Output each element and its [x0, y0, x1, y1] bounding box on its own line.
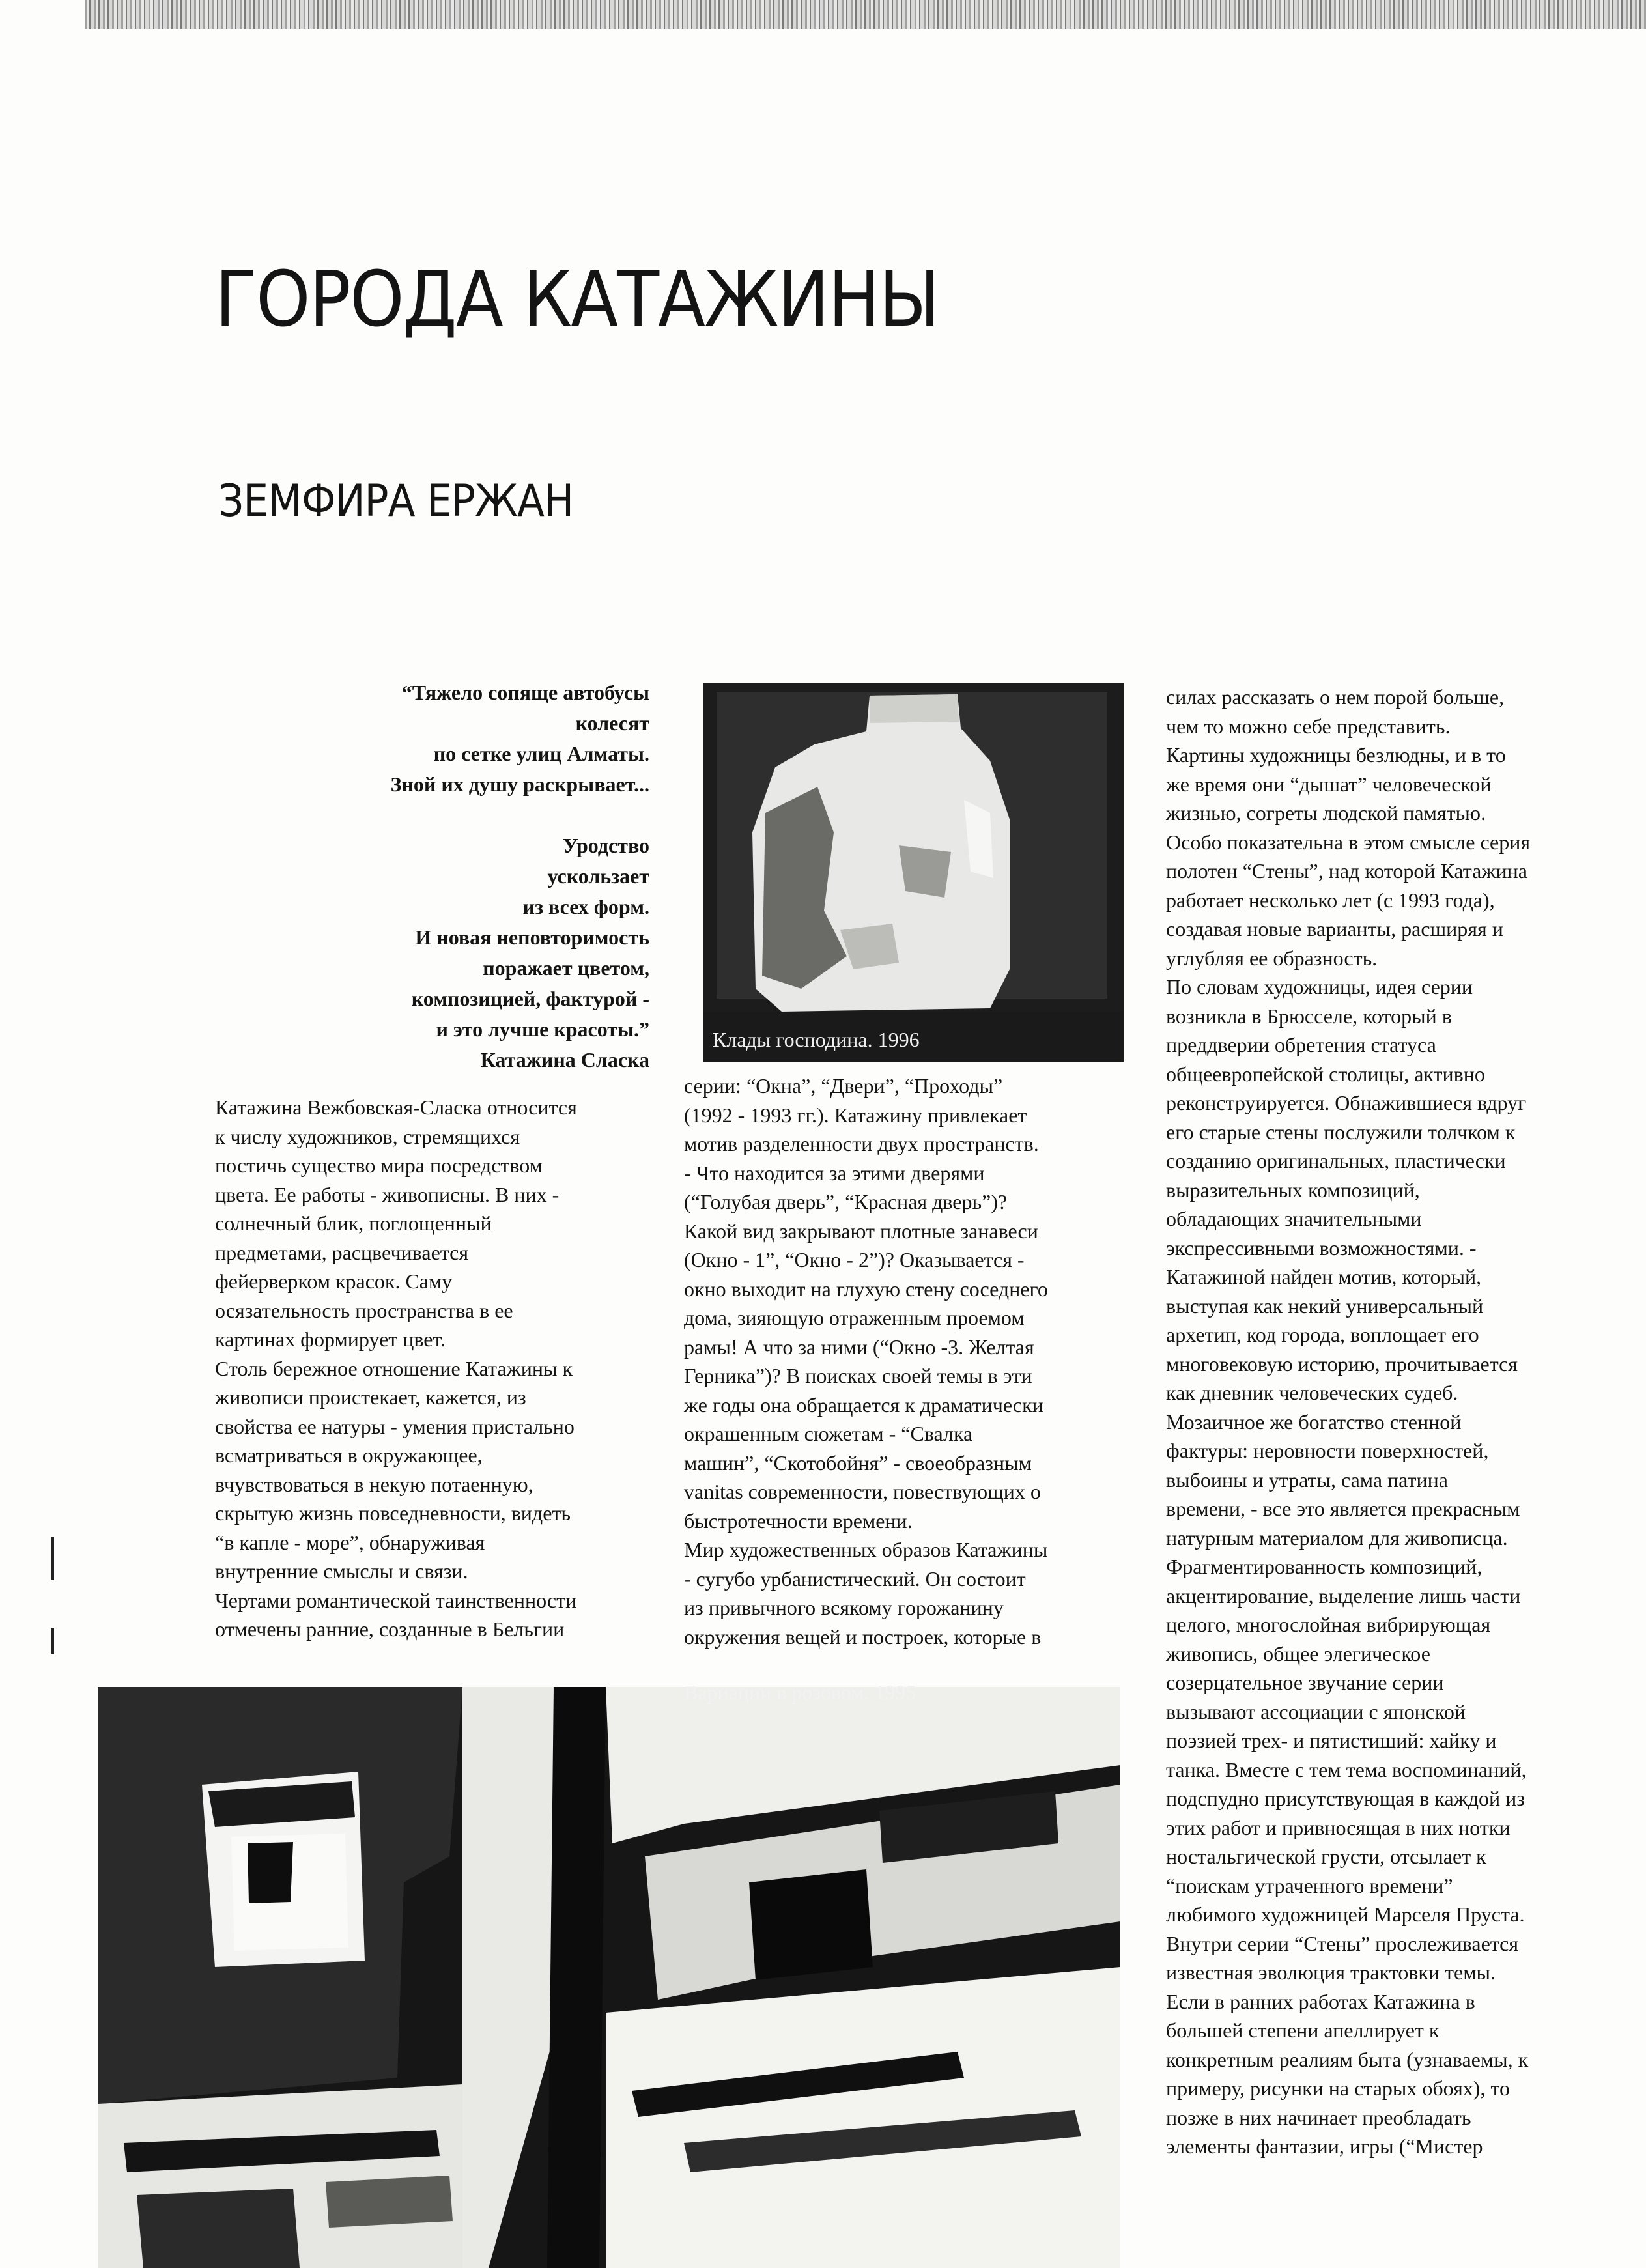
column-line: танка. Вместе с тем тема воспоминаний,	[1166, 1757, 1527, 1781]
epigraph-line: колесят	[575, 711, 649, 735]
column-line: к числу художников, стремящихся	[215, 1124, 520, 1148]
column-line: выбоины и утраты, сама патина	[1166, 1467, 1448, 1492]
column-line: силах рассказать о нем порой больше,	[1166, 685, 1505, 709]
column-line: живописи проистекает, кажется, из	[215, 1385, 526, 1409]
column-line: рамы! А что за ними (“Окно -3. Желтая	[684, 1335, 1034, 1359]
column-line: обладающих значительными	[1166, 1207, 1422, 1230]
column-line: фактуры: неровности поверхностей,	[1166, 1439, 1489, 1462]
column-line: конкретным реалиям быта (узнаваемы, к	[1166, 2047, 1529, 2071]
article-column-1	[215, 1093, 671, 1644]
column-line: серии: “Окна”, “Двери”, “Проходы”	[684, 1074, 1003, 1098]
epigraph-line: композицией, фактурой -	[411, 987, 649, 1010]
column-line: Какой вид закрывают плотные занавеси	[684, 1219, 1038, 1243]
epigraph-line: Уродство	[563, 834, 649, 857]
column-line: любимого художницей Марселя Пруста.	[1166, 1903, 1525, 1926]
column-line: целого, многослойная вибрирующая	[1166, 1613, 1491, 1636]
photo-2-caption: Вариации в розовом. 1995	[684, 1680, 916, 1704]
column-line: машин”, “Скотобойня” - своеобразным	[684, 1451, 1032, 1475]
column-line: вчувствоваться в некую потаенную,	[215, 1472, 533, 1496]
column-line: вызывают ассоциации с японской	[1166, 1699, 1466, 1723]
column-line: позже в них начинает преобладать	[1166, 2105, 1471, 2129]
column-line: окружения вещей и построек, которые в	[684, 1624, 1042, 1649]
column-line: предметами, расцвечивается	[215, 1240, 469, 1264]
column-line: картинах формирует цвет.	[215, 1327, 446, 1351]
column-line: живопись, общее элегическое	[1166, 1641, 1430, 1666]
column-line: быстротечности времени.	[684, 1509, 913, 1533]
column-line: же время они “дышат” человеческой	[1166, 772, 1492, 796]
epigraph-line: по сетке улиц Алматы.	[433, 742, 649, 765]
column-line: ностальгической грусти, отсылает к	[1166, 1845, 1486, 1868]
column-line: времени, - все это является прекрасным	[1166, 1497, 1520, 1520]
column-line: из привычного всякому горожанину	[684, 1596, 1004, 1619]
column-line: возникла в Брюсселе, который в	[1166, 1004, 1452, 1028]
column-line: - Что находится за этими дверями	[684, 1161, 985, 1185]
scan-edge-strip	[85, 0, 1646, 29]
column-line: осязательность пространства в ее	[215, 1298, 513, 1322]
epigraph-line: “Тяжело сопяще автобусы	[401, 681, 649, 704]
epigraph-stanza-1	[246, 677, 649, 800]
column-line: выступая как некий универсальный	[1166, 1294, 1484, 1318]
column-line: созданию оригинальных, пластически	[1166, 1149, 1506, 1172]
column-line: Мозаичное же богатство стенной	[1166, 1410, 1462, 1434]
column-line: Картины художницы безлюдны, и в то	[1166, 743, 1506, 767]
scan-margin-mark	[51, 1537, 54, 1580]
column-line: отмечены ранние, созданные в Бельгии	[215, 1617, 565, 1641]
column-line: этих работ и привносящая в них нотки	[1166, 1815, 1511, 1839]
column-line: окрашенным сюжетам - “Свалка	[684, 1422, 973, 1445]
epigraph-line: И новая неповторимость	[415, 926, 649, 949]
scan-margin-mark	[51, 1628, 54, 1654]
article-column-2	[684, 1071, 1133, 1651]
column-line: По словам художницы, идея серии	[1166, 975, 1473, 999]
column-line: жизнью, согреты людской памятью.	[1166, 801, 1486, 825]
epigraph-line: и это лучше красоты.”	[436, 1017, 649, 1041]
photo-1-caption: Клады господина. 1996	[713, 1028, 920, 1051]
column-line: дома, зияющую отраженным проемом	[684, 1306, 1025, 1329]
column-line: архетип, код города, воплощает его	[1166, 1323, 1479, 1346]
column-line: Особо показательна в этом смысле серия	[1166, 830, 1531, 854]
column-line: Катажина Вежбовская-Сласка относится	[215, 1096, 577, 1119]
column-line: углубляя ее образность.	[1166, 946, 1378, 970]
column-line: Внутри серии “Стены” прослеживается	[1166, 1931, 1519, 1955]
column-line: постичь существо мира посредством	[215, 1154, 543, 1177]
column-line: Фрагментированность композиций,	[1166, 1555, 1483, 1578]
column-line: натурным материалом для живописца.	[1166, 1525, 1508, 1550]
column-line: полотен “Стены”, над которой Катажина	[1166, 859, 1527, 883]
column-line: преддверии обретения статуса	[1166, 1033, 1436, 1056]
column-line: свойства ее натуры - умения пристально	[215, 1414, 575, 1438]
column-line: как дневник человеческих судеб.	[1166, 1381, 1458, 1404]
column-line: созерцательное звучание серии	[1166, 1671, 1444, 1694]
column-line: выразительных композиций,	[1166, 1178, 1420, 1202]
column-line: экспрессивными возможностями. -	[1166, 1236, 1477, 1260]
column-line: (1992 - 1993 гг.). Катажину привлекает	[684, 1103, 1027, 1127]
column-line: акцентирование, выделение лишь части	[1166, 1583, 1521, 1608]
column-line: Столь бережное отношение Катажины к	[215, 1356, 573, 1380]
column-line: фейерверком красок. Саму	[215, 1269, 453, 1293]
epigraph-line: поражает цветом,	[483, 956, 649, 980]
column-line: чем то можно себе представить.	[1166, 714, 1451, 738]
column-line: мотив разделенности двух пространств.	[684, 1132, 1039, 1155]
column-line: Если в ранних работах Катажина в	[1166, 1989, 1475, 2013]
column-line: скрытую жизнь повседневности, видеть	[215, 1501, 571, 1525]
article-title: ГОРОДА КАТАЖИНЫ	[215, 254, 939, 344]
column-line: Герника”)? В поисках своей темы в эти	[684, 1364, 1032, 1387]
column-line: цвета. Ее работы - живописны. В них -	[215, 1182, 560, 1206]
article-column-3	[1166, 683, 1615, 2161]
column-line: vanitas современности, повествующих о	[684, 1480, 1041, 1503]
epigraph-line: ускользает	[547, 864, 649, 888]
column-line: же годы она обращается к драматически	[684, 1393, 1043, 1417]
column-line: подспудно присутствующая в каждой из	[1166, 1787, 1525, 1810]
column-line: - сугубо урбанистический. Он состоит	[684, 1566, 1026, 1591]
column-line: реконструируется. Обнажившиеся вдруг	[1166, 1091, 1527, 1114]
column-line: Мир художественных образов Катажины	[684, 1538, 1048, 1561]
vessel-painting-illustration	[703, 683, 1124, 1062]
painting-photo-1	[703, 683, 1124, 1062]
epigraph-line: Зной их душу раскрывает...	[390, 773, 649, 796]
wall-painting-illustration	[98, 1687, 1120, 2268]
column-line: многовековую историю, прочитывается	[1166, 1352, 1518, 1376]
column-line: Чертами романтической таинственности	[215, 1588, 577, 1612]
column-line: “поискам утраченного времени”	[1166, 1873, 1453, 1897]
column-line: известная эволюция трактовки темы.	[1166, 1961, 1496, 1984]
column-line: примеру, рисунки на старых обоях), то	[1166, 2077, 1510, 2100]
epigraph-line: из всех форм.	[522, 895, 649, 918]
column-line: поэзией трех- и пятистиший: хайку и	[1166, 1729, 1497, 1752]
epigraph-signature: Катажина Сласка	[480, 1048, 649, 1071]
column-line: солнечный блик, поглощенный	[215, 1212, 492, 1235]
column-line: создавая новые варианты, расширяя и	[1166, 917, 1503, 941]
column-line: общеевропейской столицы, активно	[1166, 1062, 1485, 1086]
column-line: Катажиной найден мотив, который,	[1166, 1265, 1482, 1288]
column-line: (“Голубая дверь”, “Красная дверь”)?	[684, 1190, 1008, 1213]
article-author: ЗЕМФИРА ЕРЖАН	[218, 475, 574, 527]
column-line: внутренние смыслы и связи.	[215, 1559, 468, 1583]
column-line: элементы фантазии, игры (“Мистер	[1166, 2134, 1483, 2158]
column-line: его старые стены послужили толчком к	[1166, 1120, 1516, 1144]
column-line: большей степени апеллирует к	[1166, 2019, 1440, 2042]
column-line: (Окно - 1”, “Окно - 2”)? Оказывается -	[684, 1248, 1025, 1271]
epigraph	[246, 677, 649, 1106]
painting-photo-2	[98, 1687, 1120, 2268]
column-line: работает несколько лет (с 1993 года),	[1166, 888, 1495, 912]
column-line: “в капле - море”, обнаруживая	[215, 1530, 485, 1554]
column-line: всматриваться в окружающее,	[215, 1443, 483, 1467]
column-line: окно выходит на глухую стену соседнего	[684, 1277, 1048, 1301]
epigraph-stanza-2	[246, 830, 649, 1075]
